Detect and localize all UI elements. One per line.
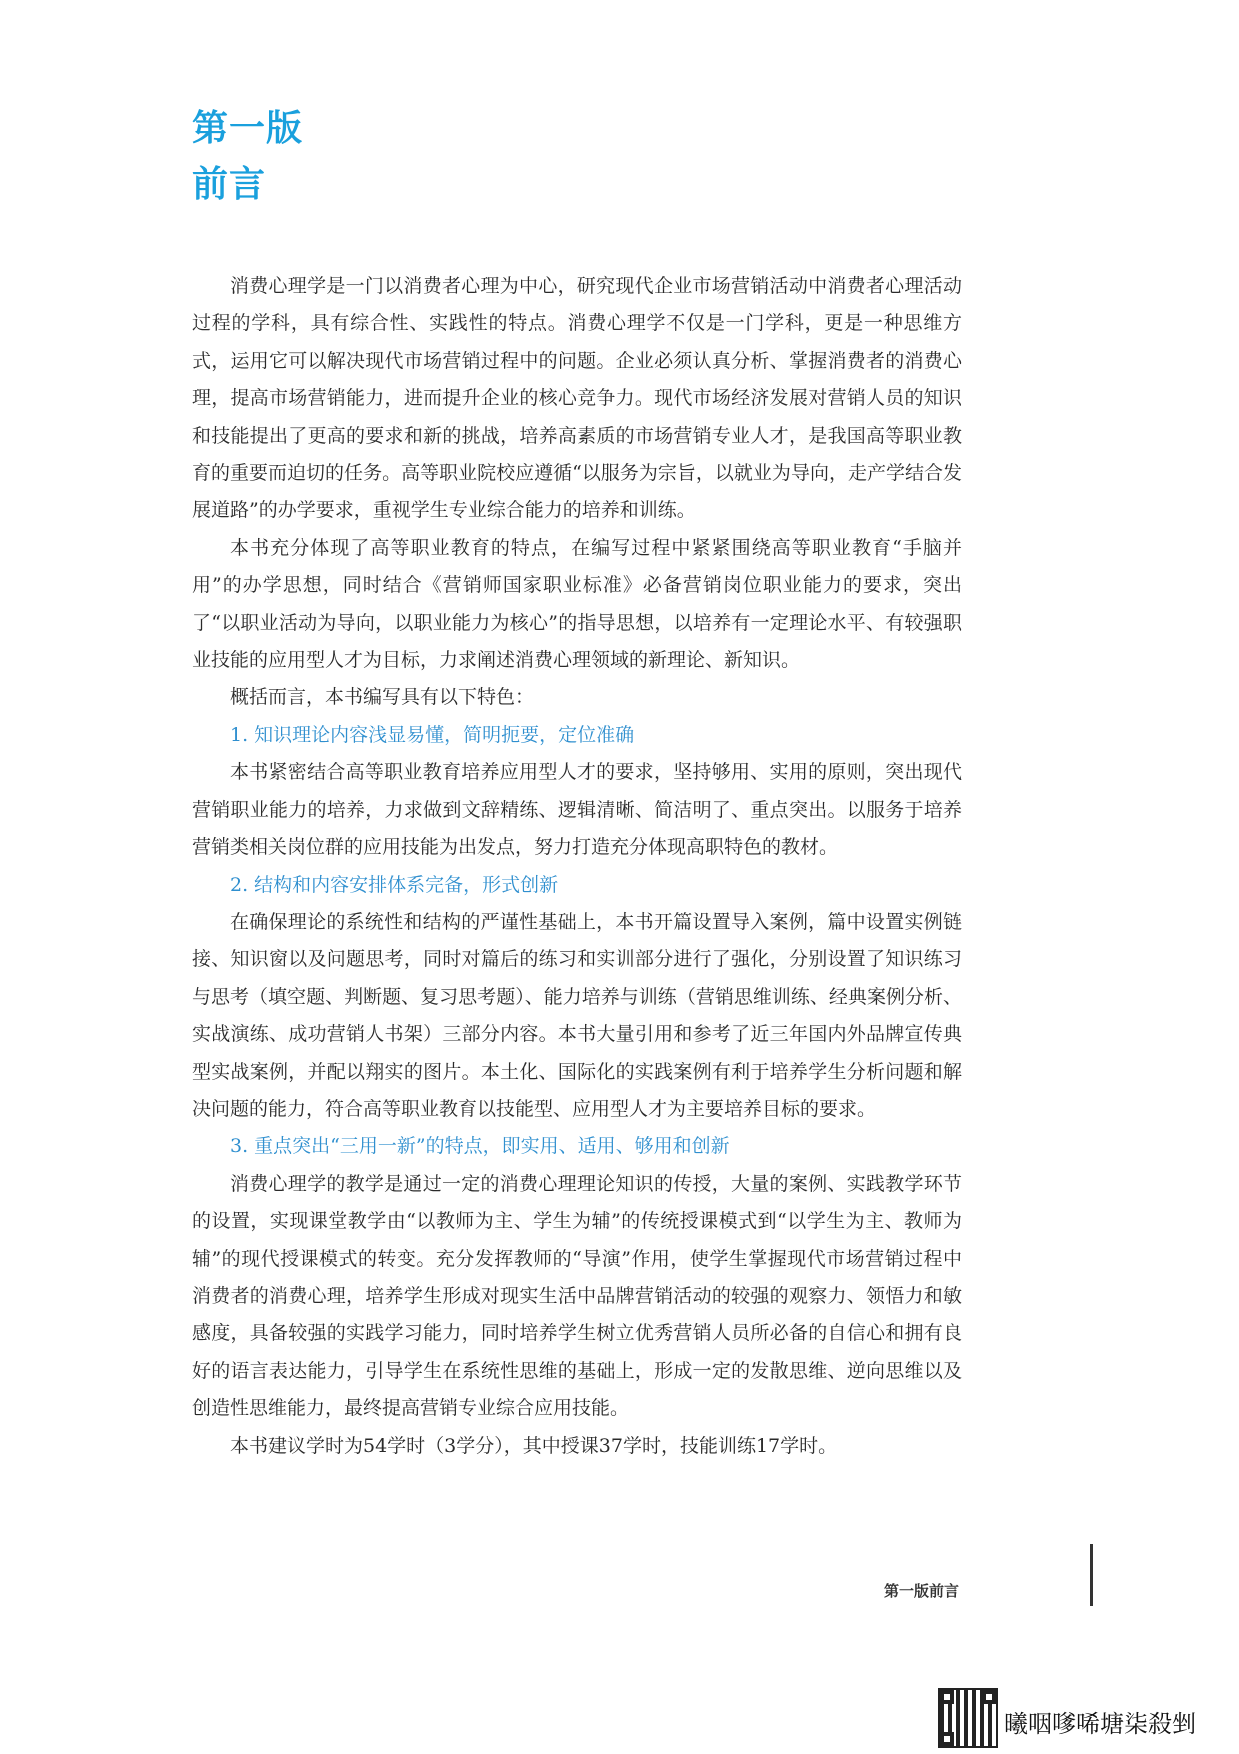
subheading: 3. 重点突出“三用一新”的特点，即实用、适用、够用和创新 (230, 1135, 730, 1158)
title-line-2: 前言 (192, 164, 267, 205)
footer-divider (1090, 1544, 1093, 1606)
paragraph: 本书建议学时为54学时（3学分），其中授课37学时，技能训练17学时。 (230, 1434, 838, 1457)
subheading: 1. 知识理论内容浅显易懂，简明扼要，定位准确 (230, 723, 635, 746)
preface-body (192, 268, 962, 1465)
paragraph: 概括而言，本书编写具有以下特色： (230, 686, 535, 709)
qr-code-icon (940, 1690, 996, 1746)
title-line-1: 第一版 (192, 108, 304, 149)
paragraph: 在确保理论的系统性和结构的严谨性基础上，本书开篇设置导入案例，篇中设置实例链接、知识窗以及问题思考，同时对篇后的练习和实训部分进行了强化，分别设置了知识练习与思考（填空题、判断题、复习思考题）、能力培养与训练（营销思维训练、经典案例分析、实战演练、成功营销人书架）三部分内容。本书大量引用和参考了近三年国内外品牌宣传典型实战案例，并配以翔实的图片。本土化、国际化的实践案例有利于培养学生分析问题和解决问题的能力，符合高等职业教育以技能型、应用型人才为主要培养目标的要求。 (192, 910, 962, 1120)
footer-running-title: 第一版前言 (884, 1582, 960, 1600)
paragraph: 本书充分体现了高等职业教育的特点，在编写过程中紧紧围绕高等职业教育“手脑并用”的办学思想，同时结合《营销师国家职业标准》必备营销岗位职业能力的要求，突出了“以职业活动为导向，以职业能力为核心”的指导思想，以培养有一定理论水平、有较强职业技能的应用型人才为目标，力求阐述消费心理领域的新理论、新知识。 (192, 536, 962, 672)
paragraph: 消费心理学是一门以消费者心理为中心，研究现代企业市场营销活动中消费者心理活动过程的学科，具有综合性、实践性的特点。消费心理学不仅是一门学科，更是一种思维方式，运用它可以解决现代市场营销过程中的问题。企业必须认真分析、掌握消费者的消费心理，提高市场营销能力，进而提升企业的核心竞争力。现代市场经济发展对营销人员的知识和技能提出了更高的要求和新的挑战，培养高素质的市场营销专业人才，是我国高等职业教育的重要而迫切的任务。高等职业院校应遵循“以服务为宗旨，以就业为导向，走产学结合发展道路”的办学要求，重视学生专业综合能力的培养和训练。 (192, 275, 962, 522)
paragraph: 消费心理学的教学是通过一定的消费心理理论知识的传授，大量的案例、实践教学环节的设置，实现课堂教学由“以教师为主、学生为辅”的传统授课模式到“以学生为主、教师为辅”的现代授课模式的转变。充分发挥教师的“导演”作用，使学生掌握现代市场营销过程中消费者的消费心理，培养学生形成对现实生活中品牌营销活动的较强的观察力、领悟力和敏感度，具备较强的实践学习能力，同时培养学生树立优秀营销人员所必备的自信心和拥有良好的语言表达能力，引导学生在系统性思维的基础上，形成一定的发散思维、逆向思维以及创造性思维能力，最终提高营销专业综合应用技能。 (192, 1172, 962, 1420)
watermark-stamp-text: 曦咽嗲唏塘柒殺剉 (1004, 1710, 1196, 1738)
subheading: 2. 结构和内容安排体系完备，形式创新 (230, 873, 559, 896)
paragraph: 本书紧密结合高等职业教育培养应用型人才的要求，坚持够用、实用的原则，突出现代营销职业能力的培养，力求做到文辞精练、逻辑清晰、简洁明了、重点突出。以服务于培养营销类相关岗位群的应用技能为出发点，努力打造充分体现高职特色的教材。 (192, 761, 962, 859)
